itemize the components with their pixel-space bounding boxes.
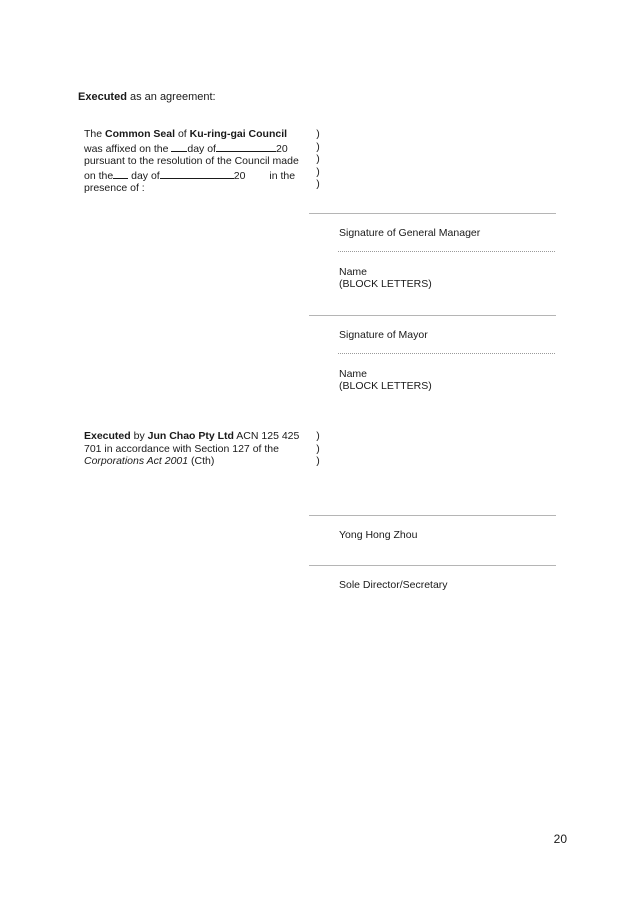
- brace: ): [316, 455, 320, 467]
- council-line-2-b: day of: [187, 142, 216, 155]
- council-line-1-pre: The: [84, 128, 106, 140]
- company-line-3: [84, 455, 304, 468]
- company-line-1-rest: ACN 125 425: [233, 430, 300, 442]
- council-seal-clause: [84, 128, 304, 195]
- heading-rest: as an agreement:: [126, 91, 216, 103]
- company-line-1-mid: by: [130, 430, 148, 442]
- brace: ): [316, 140, 320, 153]
- heading-bold: Executed: [78, 91, 127, 103]
- gm-name-sublabel: (BLOCK LETTERS): [339, 278, 432, 290]
- council-line-1-mid: of: [175, 128, 190, 140]
- day-blank-2[interactable]: [113, 168, 128, 179]
- council-line-3: pursuant to the resolution of the Council made: [84, 155, 299, 167]
- council-line-4-c: 20: [233, 169, 246, 182]
- month-blank-2[interactable]: [160, 168, 234, 179]
- brace: ): [316, 430, 320, 442]
- gm-signature-line[interactable]: [309, 213, 556, 214]
- council-line-2: [84, 141, 304, 156]
- council-line-4-d: in the: [269, 169, 296, 182]
- page-number: 20: [553, 832, 567, 846]
- council-line-4-a: on the: [84, 169, 114, 182]
- mayor-name-sublabel: (BLOCK LETTERS): [339, 380, 432, 392]
- director-signature-line[interactable]: [309, 515, 556, 516]
- act-name-italic: Corporations Act 2001: [84, 455, 189, 467]
- gm-signature-label: Signature of General Manager: [339, 227, 481, 239]
- brace: ): [316, 442, 320, 455]
- council-line-2-c: 20: [275, 142, 288, 155]
- execution-heading: [78, 91, 216, 103]
- council-name-bold: Ku-ring-gai Council: [189, 128, 288, 140]
- company-line-3-rest: (Cth): [188, 455, 215, 467]
- council-line-4: [84, 168, 304, 183]
- mayor-name-label: Name: [339, 368, 368, 380]
- council-braces: [313, 128, 323, 191]
- director-role: Sole Director/Secretary: [339, 579, 448, 591]
- council-line-1: [84, 128, 304, 141]
- executed-bold: Executed: [84, 430, 131, 442]
- day-blank-1[interactable]: [171, 141, 187, 152]
- mayor-signature-line[interactable]: [309, 315, 556, 316]
- mayor-name-line[interactable]: [338, 353, 555, 354]
- common-seal-bold: Common Seal: [105, 128, 176, 140]
- brace: ): [316, 178, 320, 190]
- company-line-1: [84, 430, 304, 443]
- brace: ): [316, 153, 320, 165]
- mayor-signature-label: Signature of Mayor: [339, 329, 428, 341]
- director-name: Yong Hong Zhou: [339, 529, 418, 541]
- gm-name-label: Name: [339, 266, 368, 278]
- brace: ): [316, 165, 320, 178]
- company-name-bold: Jun Chao Pty Ltd: [147, 430, 234, 442]
- council-line-4-b: day of: [128, 169, 160, 182]
- director-role-line[interactable]: [309, 565, 556, 566]
- gm-name-line[interactable]: [338, 251, 555, 252]
- month-blank-1[interactable]: [216, 141, 276, 152]
- council-line-5: presence of :: [84, 182, 145, 194]
- company-braces: [313, 430, 323, 468]
- council-line-2-a: was affixed on the: [84, 142, 172, 155]
- company-line-2: 701 in accordance with Section 127 of the: [84, 442, 279, 455]
- company-execution-clause: [84, 430, 304, 468]
- brace: ): [316, 128, 320, 140]
